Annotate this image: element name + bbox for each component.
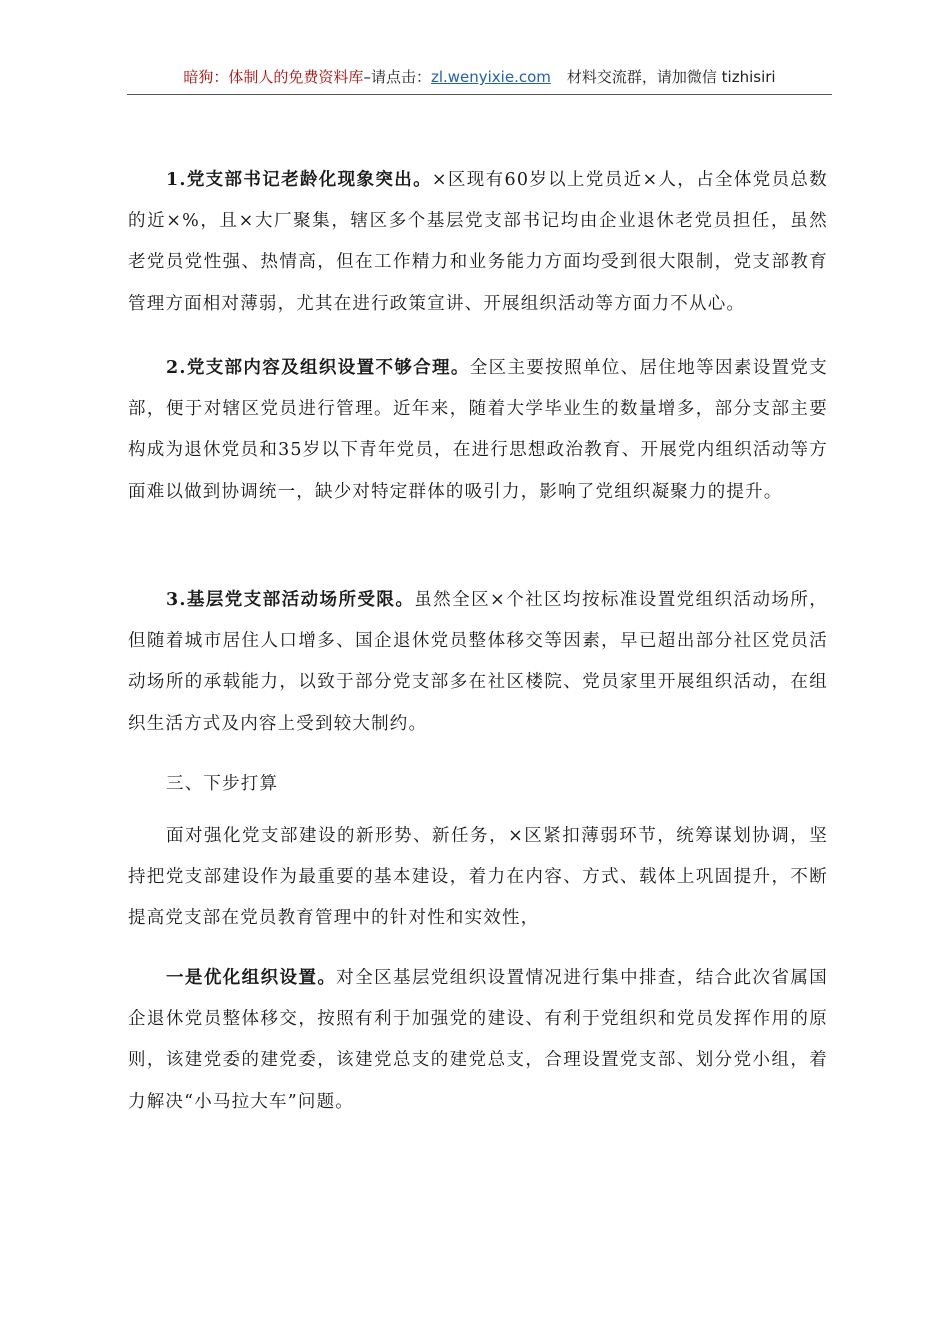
paragraph-4 [128,816,828,940]
paragraph-2 [128,348,828,513]
paragraph-5-text: 对全区基层党组织设置情况进行集中排查，结合此次省属国企退休党员整体移交，按照有利于加强党的建设、有利于党组织和党员发挥作用的原则，该建党委的建党委，该建党总支的建党总支，合理设置党支部、划分党小组，着力解决“小马拉大车”问题。 [128,968,828,1112]
paragraph-4-text: 面对强化党支部建设的新形势、新任务，×区紧扣薄弱环节，统筹谋划协调，坚持把党支部建设作为最重要的基本建设，着力在内容、方式、载体上巩固提升，不断提高党支部在党员教育管理中的针对性和实效性， [128,826,828,929]
paragraph-1 [128,160,828,325]
paragraph-3-text: 虽然全区×个社区均按标准设置党组织活动场所，但随着城市居住人口增多、国企退休党员整体移交等因素，早已超出部分社区党员活动场所的承载能力，以致于部分党支部多在社区楼院、党员家里开展组织活动，在组织生活方式及内容上受到较大制约。 [128,590,828,734]
page-header [127,66,832,95]
header-contact: 材料交流群，请加微信 tizhisiri [566,68,776,86]
paragraph-2-lead: 2.党支部内容及组织设置不够合理。 [166,358,470,378]
paragraph-5-lead: 一是优化组织设置。 [166,968,337,988]
paragraph-2-text: 全区主要按照单位、居住地等因素设置党支部，便于对辖区党员进行管理。近年来，随着大学毕业生的数量增多，部分支部主要构成为退休党员和35岁以下青年党员，在进行思想政治教育、开展党内组织活动等方面难以做到协调统一，缺少对特定群体的吸引力，影响了党组织凝聚力的提升。 [128,358,828,502]
paragraph-1-lead: 1.党支部书记老龄化现象突出。 [166,170,432,190]
paragraph-5 [128,958,828,1123]
section-heading: 三、下步打算 [166,774,279,794]
paragraph-1-text: ×区现有60岁以上党员近×人，占全体党员总数的近×%，且×大厂聚集，辖区多个基层党支部书记均由企业退休老党员担任，虽然老党员党性强、热情高，但在工作精力和业务能力方面均受到很大限制，党支部教育管理方面相对薄弱，尤其在进行政策宣讲、开展组织活动等方面力不从心。 [128,170,828,314]
header-url-link[interactable]: zl.wenyixie.com [430,68,551,86]
paragraph-3-lead: 3.基层党支部活动场所受限。 [166,590,415,610]
header-site-name: 暗狗：体制人的免费资料库 [183,68,364,86]
header-prompt: –请点击： [363,68,431,86]
paragraph-3 [128,580,828,745]
